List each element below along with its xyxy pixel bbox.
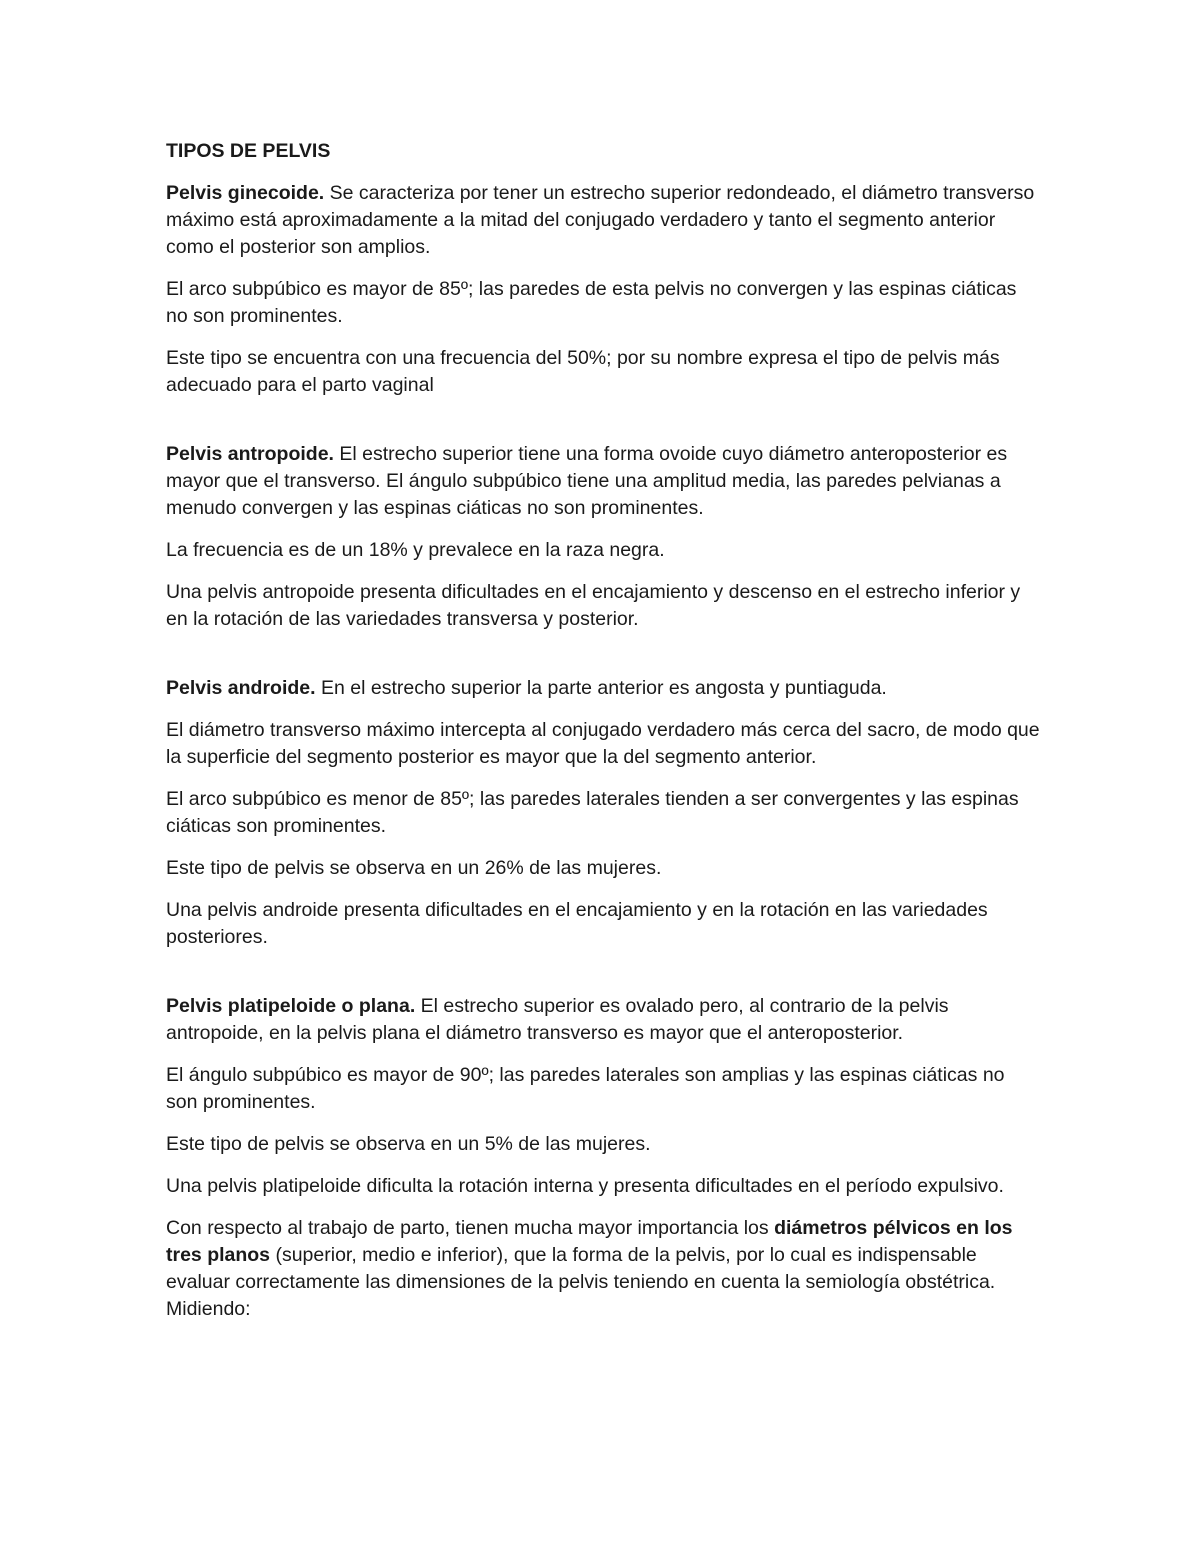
closing-paragraph [166,1215,1040,1323]
section-lead-text: El estrecho superior es ovalado pero, al contrario de la pelvis antropoide, en la pelvis plana el diámetro transverso es mayor que el anteroposterior. [166,995,949,1044]
section-lead-text: En el estrecho superior la parte anterior es angosta y puntiaguda. [315,677,887,699]
paragraph: Este tipo se encuentra con una frecuencia del 50%; por su nombre expresa el tipo de pelvis más adecuado para el parto vaginal [166,347,1000,396]
document-title: TIPOS DE PELVIS [166,140,331,162]
paragraph: Este tipo de pelvis se observa en un 5% de las mujeres. [166,1133,651,1155]
section-heading: Pelvis antropoide. [166,443,334,465]
paragraph: El arco subpúbico es menor de 85º; las paredes laterales tienden a ser convergentes y las espinas ciáticas son prominentes. [166,788,1019,837]
document-page [166,138,1040,1338]
paragraph: Este tipo de pelvis se observa en un 26% de las mujeres. [166,857,662,879]
section-heading: Pelvis platipeloide o plana. [166,995,416,1017]
section-ginecoide-intro [166,180,1040,261]
closing-text-start: Con respecto al trabajo de parto, tienen mucha mayor importancia los [166,1217,775,1239]
section-heading: Pelvis androide. [166,677,316,699]
section-spacer [166,648,1040,675]
section-antropoide-intro [166,441,1040,522]
section-heading: Pelvis ginecoide. [166,182,325,204]
section-spacer [166,414,1040,441]
paragraph: Una pelvis antropoide presenta dificultades en el encajamiento y descenso en el estrecho inferior y en la rotación de las variedades transversa y posterior. [166,581,1021,630]
closing-text-end: (superior, medio e inferior), que la forma de la pelvis, por lo cual es indispensable evaluar correctamente las dimensiones de la pelvis teniendo en cuenta la semiología obstétrica. Midiendo: [166,1244,996,1320]
section-spacer [166,966,1040,993]
paragraph: Una pelvis androide presenta dificultades en el encajamiento y en la rotación en las variedades posteriores. [166,899,988,948]
section-lead-text: El estrecho superior tiene una forma ovoide cuyo diámetro anteroposterior es mayor que el transverso. El ángulo subpúbico tiene una amplitud media, las paredes pelvianas a menudo convergen y las espinas ciáticas no son prominentes. [166,443,1008,519]
paragraph: El diámetro transverso máximo intercepta al conjugado verdadero más cerca del sacro, de modo que la superficie del segmento posterior es mayor que la del segmento anterior. [166,719,1040,768]
section-platipeloide-intro [166,993,1040,1047]
paragraph: El arco subpúbico es mayor de 85º; las paredes de esta pelvis no convergen y las espinas ciáticas no son prominentes. [166,278,1017,327]
paragraph: El ángulo subpúbico es mayor de 90º; las paredes laterales son amplias y las espinas ciáticas no son prominentes. [166,1064,1005,1113]
paragraph: Una pelvis platipeloide dificulta la rotación interna y presenta dificultades en el período expulsivo. [166,1175,1004,1197]
section-androide-intro [166,675,1040,702]
closing-emphasis: diámetros pélvicos en los tres planos [166,1217,1013,1266]
paragraph: La frecuencia es de un 18% y prevalece en la raza negra. [166,539,665,561]
section-lead-text: Se caracteriza por tener un estrecho superior redondeado, el diámetro transverso máximo está aproximadamente a la mitad del conjugado verdadero y tanto el segmento anterior como el posterior son amplios. [166,182,1035,258]
